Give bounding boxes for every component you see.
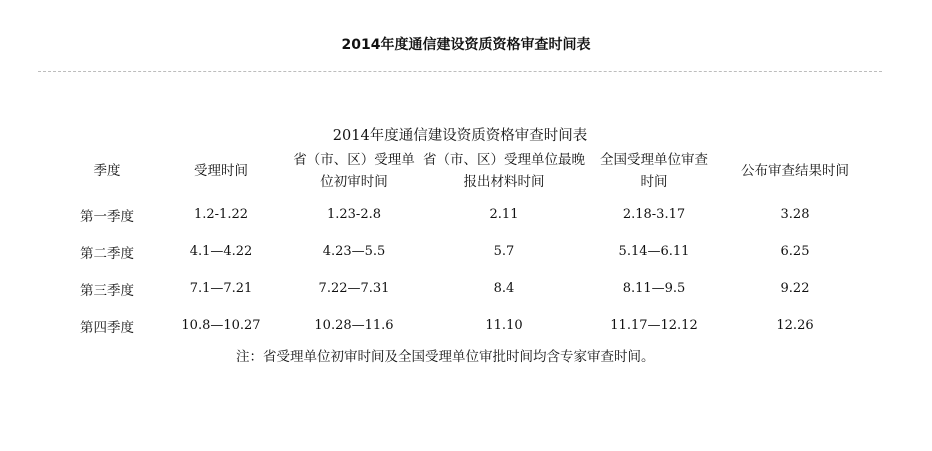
table-row bbox=[58, 233, 868, 270]
table-cell: 7.1—7.21 bbox=[189, 281, 253, 296]
table-cell: 4.1—4.22 bbox=[189, 244, 253, 259]
table-cell: 8.11—9.5 bbox=[622, 281, 686, 296]
table-cell: 11.17—12.12 bbox=[610, 318, 698, 333]
table-cell: 3.28 bbox=[780, 207, 810, 222]
table-cell: 4.23—5.5 bbox=[322, 244, 386, 259]
column-header-line: 位初审时间 bbox=[320, 174, 388, 190]
column-header-line: 全国受理单位审查 bbox=[600, 152, 708, 168]
column-header-line: 报出材料时间 bbox=[463, 174, 545, 190]
quarter-label: 第一季度 bbox=[80, 208, 134, 225]
column-header-line: 季度 bbox=[93, 163, 121, 179]
page-heading: 2014年度通信建设资质资格审查时间表 bbox=[341, 37, 591, 53]
column-header bbox=[722, 146, 868, 196]
column-header-line: 时间 bbox=[640, 174, 668, 190]
table-cell: 12.26 bbox=[776, 318, 814, 333]
column-header-line: 公布审查结果时间 bbox=[741, 163, 849, 179]
column-header bbox=[422, 146, 586, 196]
header-row bbox=[58, 146, 868, 196]
table-cell: 5.14—6.11 bbox=[618, 244, 690, 259]
table-row bbox=[58, 270, 868, 307]
table-row bbox=[58, 307, 868, 344]
divider bbox=[38, 71, 882, 72]
table-cell: 10.8—10.27 bbox=[181, 318, 261, 333]
table-note: 注：省受理单位初审时间及全国受理单位审批时间均含专家审查时间。 bbox=[236, 349, 655, 365]
quarter-label: 第三季度 bbox=[80, 282, 134, 299]
table-title: 2014年度通信建设资质资格审查时间表 bbox=[332, 128, 588, 144]
table-cell: 1.2-1.22 bbox=[193, 207, 248, 222]
table-cell: 6.25 bbox=[780, 244, 810, 259]
column-header-line: 省（市、区）受理单 bbox=[293, 152, 415, 168]
quarter-label: 第四季度 bbox=[80, 319, 134, 336]
table-cell: 9.22 bbox=[780, 281, 810, 296]
table-cell: 5.7 bbox=[493, 244, 515, 259]
column-header bbox=[156, 146, 286, 196]
column-header-line: 受理时间 bbox=[194, 163, 248, 179]
column-header-line: 省（市、区）受理单位最晚 bbox=[423, 152, 585, 168]
table-cell: 7.22—7.31 bbox=[318, 281, 390, 296]
quarter-label: 第二季度 bbox=[80, 245, 134, 262]
table-cell: 2.11 bbox=[489, 207, 519, 222]
table-cell: 2.18-3.17 bbox=[622, 207, 686, 222]
column-header bbox=[586, 146, 722, 196]
column-header bbox=[58, 146, 156, 196]
table-row bbox=[58, 196, 868, 233]
table-cell: 8.4 bbox=[493, 281, 515, 296]
column-header bbox=[286, 146, 422, 196]
table-cell: 1.23-2.8 bbox=[326, 207, 381, 222]
table-cell: 10.28—11.6 bbox=[314, 318, 394, 333]
schedule-table bbox=[58, 146, 868, 344]
table-cell: 11.10 bbox=[485, 318, 523, 333]
